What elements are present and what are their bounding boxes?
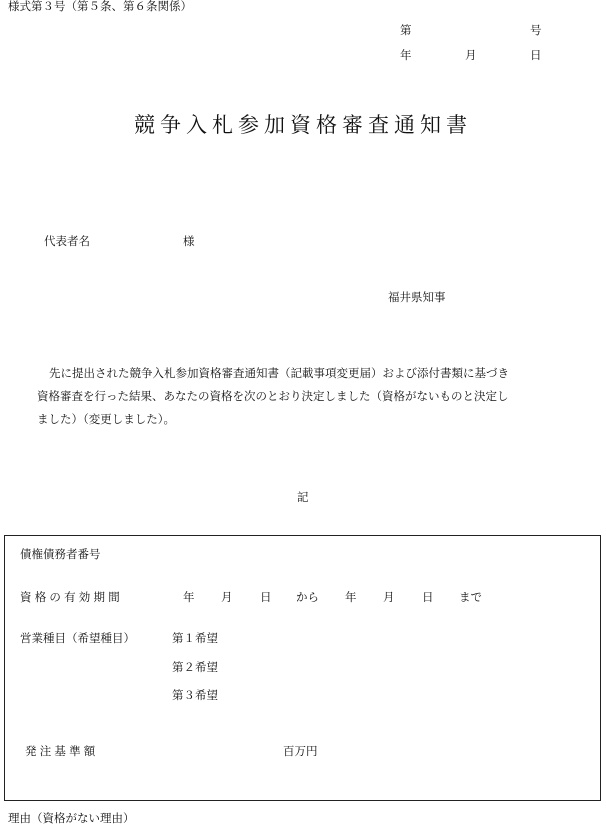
creditor-number-label: 債権債務者番号	[20, 547, 101, 561]
validity-end-day: 日	[422, 590, 434, 604]
third-choice-label: 第３希望	[172, 688, 218, 702]
ki-marker: 記	[297, 490, 309, 504]
validity-from: から	[296, 590, 319, 604]
order-standard-label: 発注基準額	[25, 744, 99, 758]
document-title: 競争入札参加資格審査通知書	[134, 113, 472, 137]
validity-start-year: 年	[183, 590, 195, 604]
document-number-prefix: 第	[400, 23, 412, 37]
honorific: 様	[183, 234, 195, 248]
first-choice-label: 第１希望	[172, 631, 218, 645]
form-number-label: 様式第３号（第５条、第６条関係）	[8, 0, 192, 13]
validity-end-year: 年	[345, 590, 357, 604]
validity-period-label: 資格の有効期間	[20, 590, 123, 604]
body-paragraph	[37, 362, 557, 431]
date-year-label: 年	[400, 48, 412, 62]
validity-until: まで	[459, 590, 482, 604]
body-line-1: 先に提出された競争入札参加資格審査通知書（記載事項変更届）および添付書類に基づき	[49, 366, 509, 380]
document-number-suffix: 号	[530, 23, 542, 37]
validity-end-month: 月	[383, 590, 395, 604]
date-month-label: 月	[465, 48, 477, 62]
date-day-label: 日	[530, 48, 542, 62]
validity-start-day: 日	[260, 590, 272, 604]
body-line-3: ました）（変更しました）。	[37, 412, 175, 426]
order-standard-unit: 百万円	[283, 744, 318, 758]
body-line-2: 資格審査を行った結果、あなたの資格を次のとおり決定しました（資格がないものと決定し	[37, 389, 509, 403]
validity-start-month: 月	[221, 590, 233, 604]
representative-label: 代表者名	[44, 234, 90, 248]
details-box	[4, 535, 601, 801]
reason-label: 理由（資格がない理由）	[8, 811, 135, 825]
business-type-label: 営業種目（希望種目）	[20, 631, 135, 645]
issuer-name: 福井県知事	[388, 290, 446, 304]
second-choice-label: 第２希望	[172, 660, 218, 674]
